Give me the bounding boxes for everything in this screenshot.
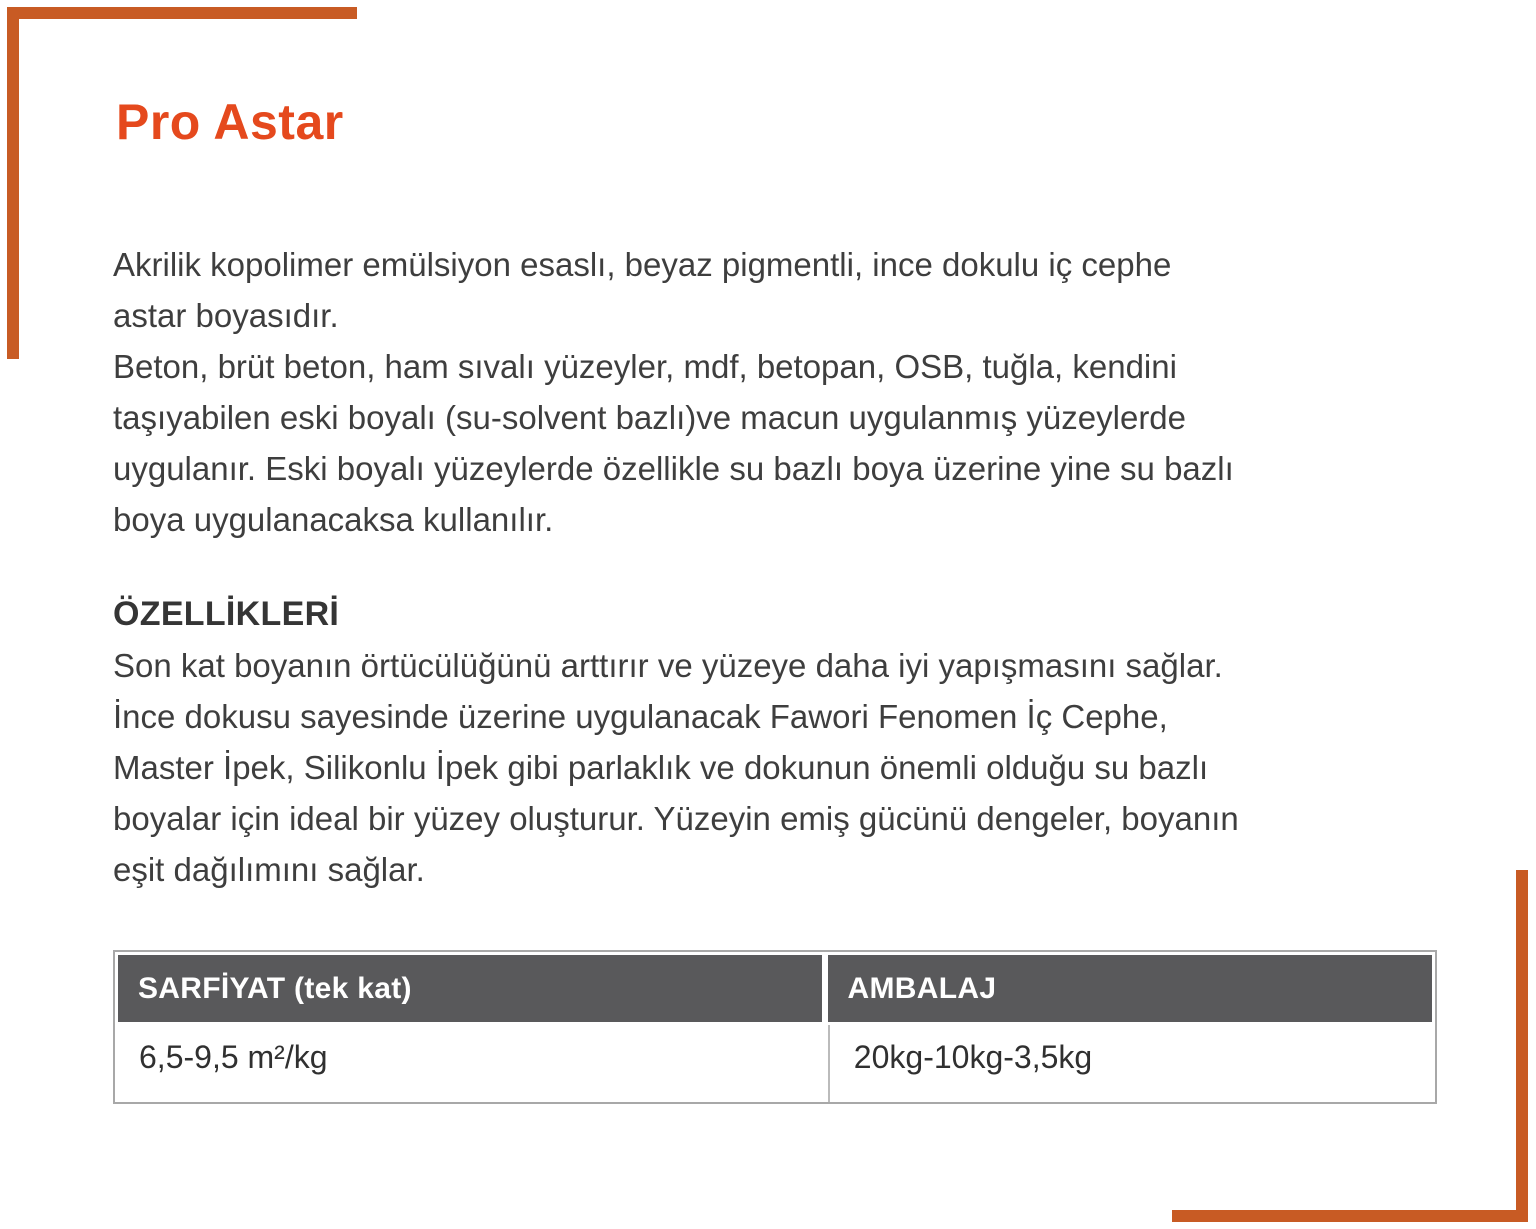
consumption-value: 6,5-9,5 m²/kg [139, 1039, 328, 1075]
intro-paragraphs [113, 239, 1437, 545]
page-content [113, 0, 1437, 1104]
text-line: Master İpek, Silikonlu İpek gibi parlaklık ve dokunun önemli olduğu su bazlı [113, 749, 1209, 786]
packaging-column-header: AMBALAJ [828, 955, 1432, 1022]
features-section [113, 589, 1437, 895]
text-line: boyalar için ideal bir yüzey oluşturur. Yüzeyin emiş gücünü dengeler, boyanın [113, 800, 1239, 837]
text-line: astar boyasıdır. [113, 297, 339, 334]
packaging-value: 20kg-10kg-3,5kg [828, 1025, 1435, 1102]
spec-table [113, 950, 1437, 1104]
text-line: Beton, brüt beton, ham sıvalı yüzeyler, mdf, betopan, OSB, tuğla, kendini [113, 348, 1177, 385]
text-line: taşıyabilen eski boyalı (su-solvent bazlı)ve macun uygulanmış yüzeylerde [113, 399, 1187, 436]
frame-bottom-right-horizontal-bar [1172, 1210, 1528, 1222]
text-line: uygulanır. Eski boyalı yüzeylerde özellikle su bazlı boya üzerine yine su bazlı [113, 450, 1234, 487]
features-heading: ÖZELLİKLERİ [113, 595, 340, 633]
frame-bottom-right-vertical-bar [1516, 870, 1528, 1222]
text-line: İnce dokusu sayesinde üzerine uygulanacak Fawori Fenomen İç Cephe, [113, 698, 1168, 735]
features-paragraph [113, 640, 1437, 895]
spec-table-header-row [115, 952, 1435, 1025]
page-title: Pro Astar [116, 94, 344, 150]
spec-table-value-row [115, 1025, 1435, 1102]
text-line: boya uygulanacaksa kullanılır. [113, 501, 554, 538]
text-line: eşit dağılımını sağlar. [113, 851, 425, 888]
frame-top-left-vertical-bar [7, 7, 19, 359]
text-line: Akrilik kopolimer emülsiyon esaslı, beyaz pigmentli, ince dokulu iç cephe [113, 246, 1172, 283]
text-line: Son kat boyanın örtücülüğünü arttırır ve yüzeye daha iyi yapışmasını sağlar. [113, 647, 1223, 684]
consumption-column-header: SARFİYAT (tek kat) [118, 955, 822, 1022]
